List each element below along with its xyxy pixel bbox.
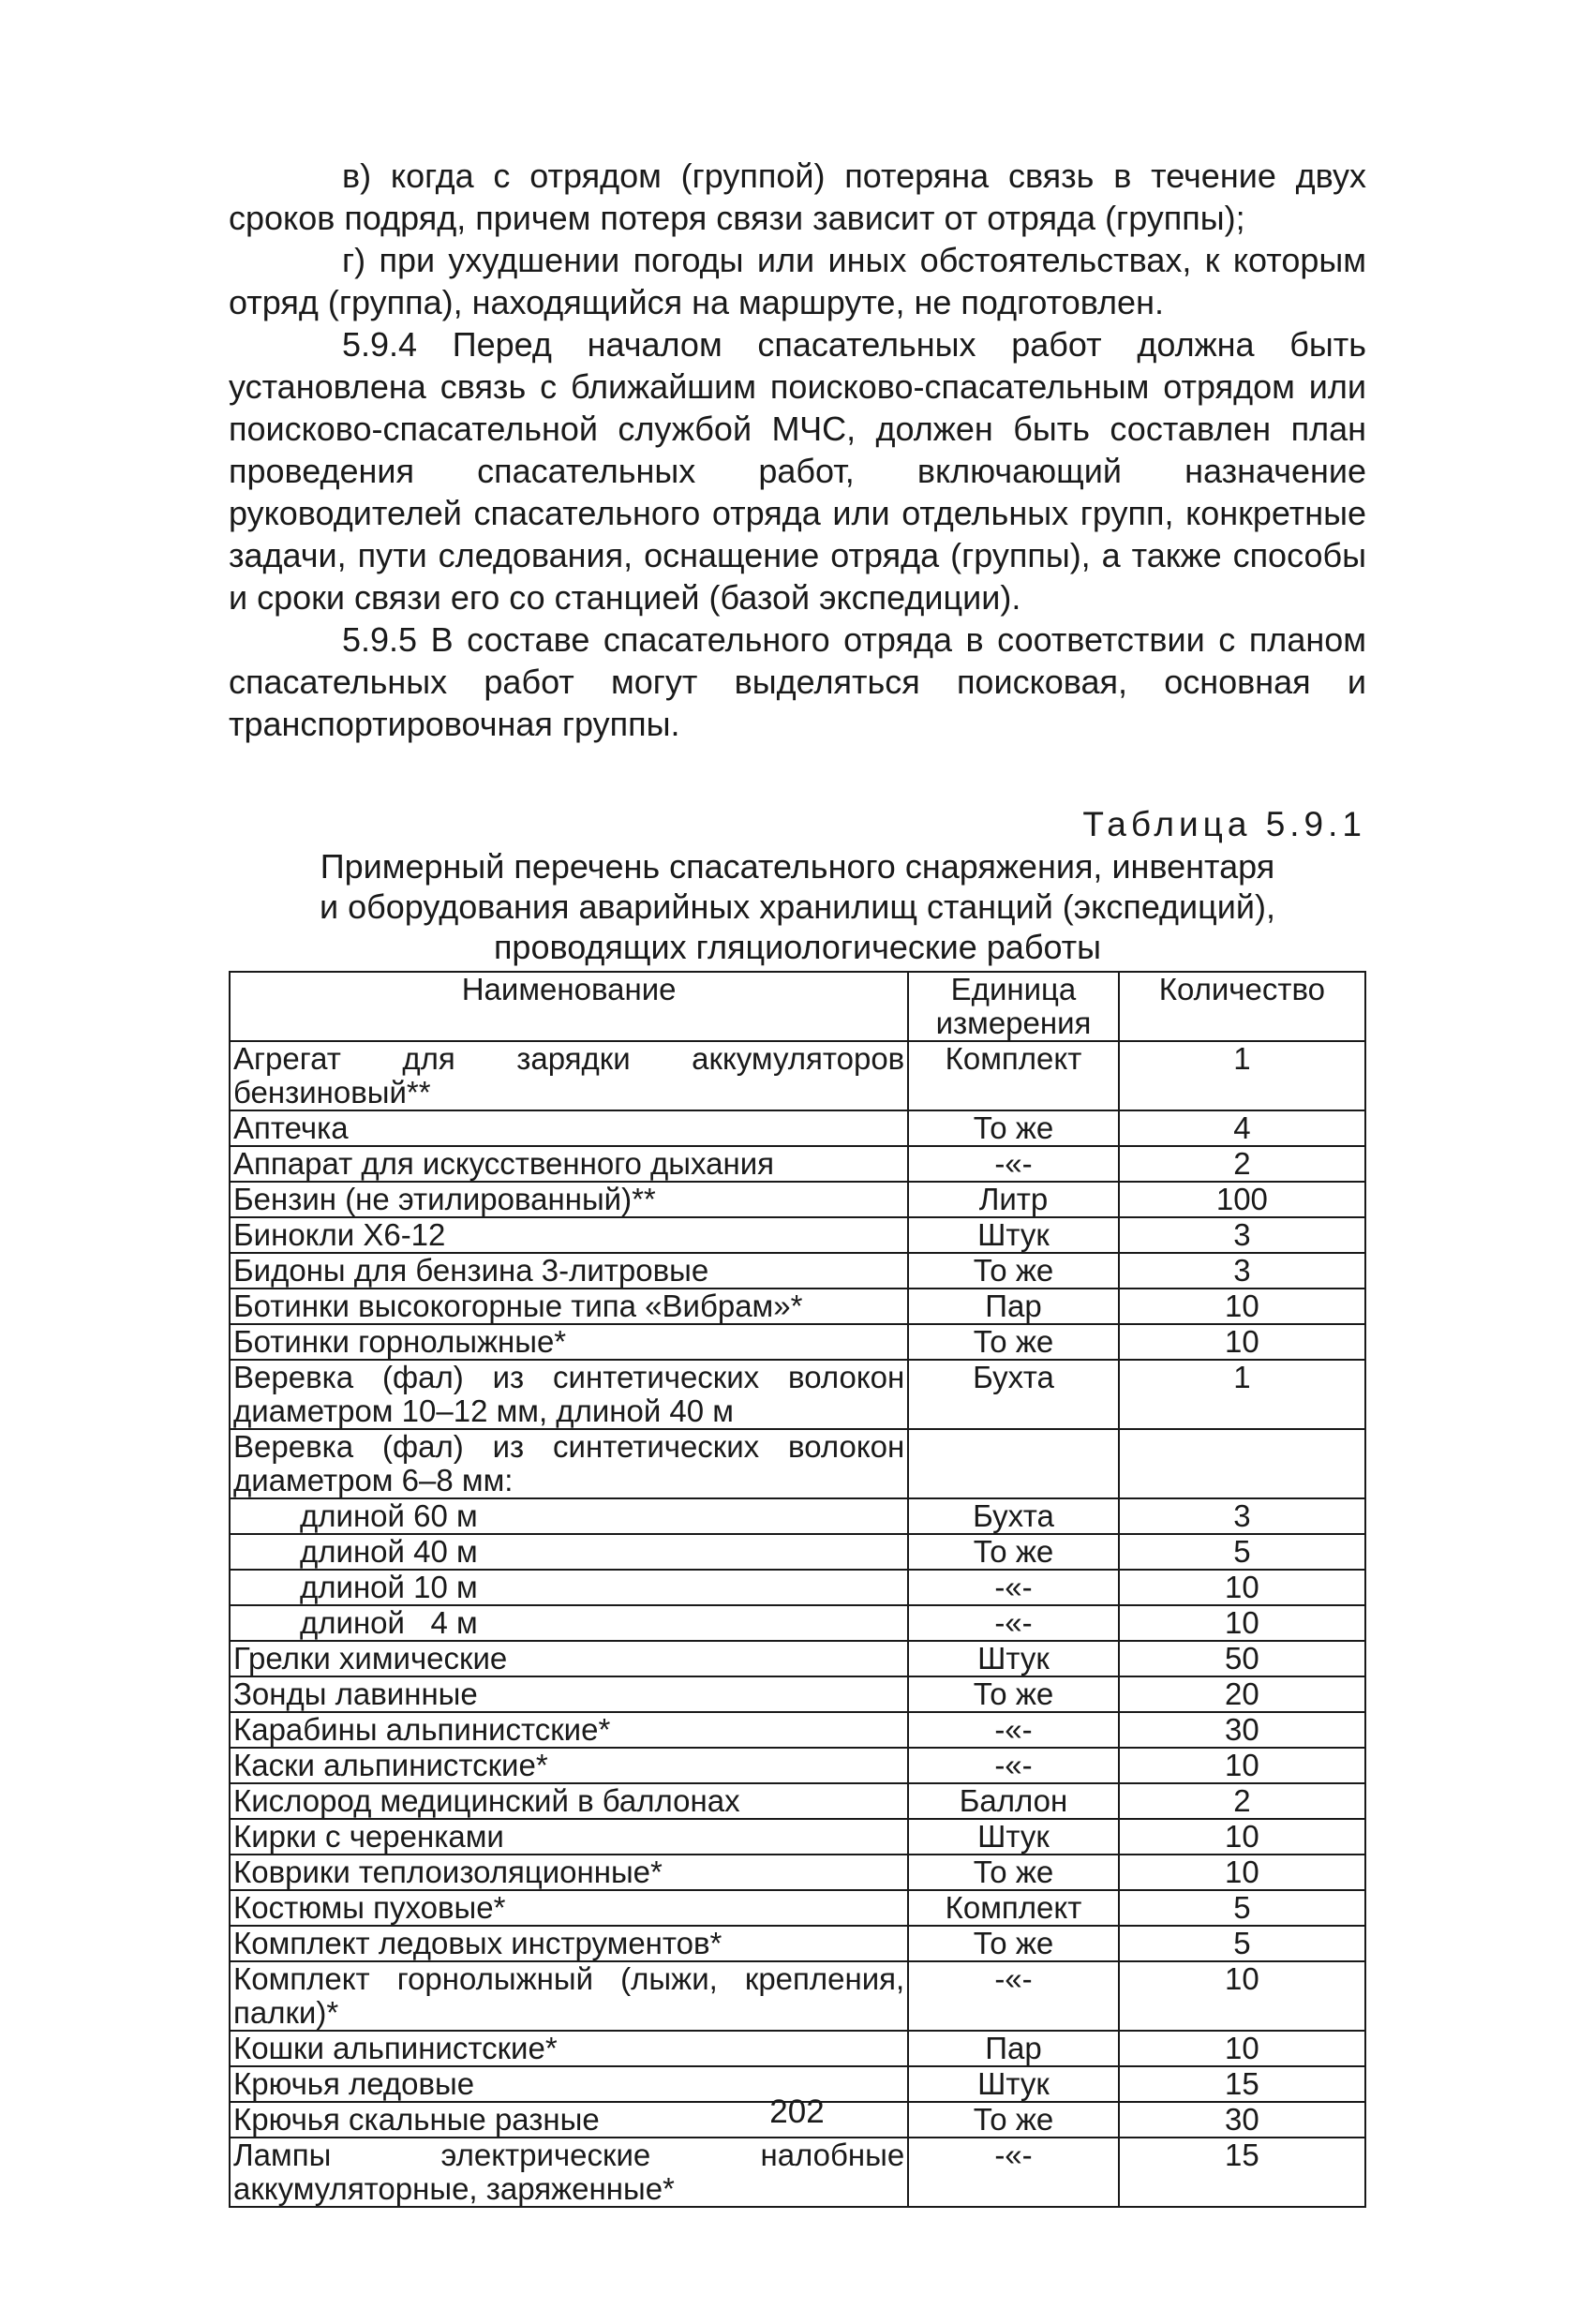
cell-name: Ботинки горнолыжные* [230, 1324, 908, 1360]
header-quantity: Количество [1119, 972, 1365, 1041]
cell-unit: То же [908, 1676, 1119, 1712]
table-row [230, 1641, 1365, 1676]
table-row [230, 1890, 1365, 1926]
cell-name: Аптечка [230, 1110, 908, 1146]
cell-name: Бидоны для бензина 3-литровые [230, 1253, 908, 1289]
table-row [230, 1712, 1365, 1748]
cell-name: Крючья скальные разные [230, 2102, 908, 2138]
cell-name: длиной 60 м [230, 1498, 908, 1534]
cell-name: Комплект горнолыжный (лыжи, крепления, палки)* [230, 1961, 908, 2031]
cell-quantity: 15 [1119, 2066, 1365, 2102]
table-row [230, 1534, 1365, 1570]
cell-unit: -«- [908, 1712, 1119, 1748]
table-row [230, 1926, 1365, 1961]
cell-unit: То же [908, 2102, 1119, 2138]
header-unit: Единица измерения [908, 972, 1119, 1041]
cell-unit: Баллон [908, 1783, 1119, 1819]
cell-name: Бензин (не этилированный)** [230, 1182, 908, 1217]
page-content [229, 155, 1366, 2208]
table-body [230, 1041, 1365, 2207]
cell-quantity [1119, 1429, 1365, 1498]
cell-quantity: 3 [1119, 1498, 1365, 1534]
table-title-line-1: Примерный перечень спасательного снаряжения, инвентаря [320, 847, 1275, 886]
cell-unit: То же [908, 1110, 1119, 1146]
cell-name: Кирки с черенками [230, 1819, 908, 1855]
cell-quantity: 3 [1119, 1253, 1365, 1289]
table-row [230, 1676, 1365, 1712]
cell-quantity: 100 [1119, 1182, 1365, 1217]
cell-unit: Штук [908, 1819, 1119, 1855]
table-row [230, 1498, 1365, 1534]
cell-name: Каски альпинистские* [230, 1748, 908, 1783]
table-row [230, 1289, 1365, 1324]
table-row [230, 2138, 1365, 2207]
cell-quantity: 5 [1119, 1890, 1365, 1926]
table-row [230, 1146, 1365, 1182]
cell-unit: То же [908, 1534, 1119, 1570]
cell-quantity: 2 [1119, 1146, 1365, 1182]
cell-quantity: 1 [1119, 1041, 1365, 1110]
cell-unit: -«- [908, 1748, 1119, 1783]
table-row [230, 1110, 1365, 1146]
cell-unit: Штук [908, 1217, 1119, 1253]
table-row [230, 1819, 1365, 1855]
table-row [230, 1217, 1365, 1253]
cell-unit: Бухта [908, 1498, 1119, 1534]
cell-name: Аппарат для искусственного дыхания [230, 1146, 908, 1182]
cell-name: Зонды лавинные [230, 1676, 908, 1712]
cell-unit: То же [908, 1926, 1119, 1961]
table-row [230, 2031, 1365, 2066]
cell-unit: -«- [908, 2138, 1119, 2207]
cell-unit: Комплект [908, 1890, 1119, 1926]
cell-unit: -«- [908, 1961, 1119, 2031]
cell-unit: Литр [908, 1182, 1119, 1217]
table-row [230, 1570, 1365, 1605]
cell-name: длиной 4 м [230, 1605, 908, 1641]
equipment-table [229, 971, 1366, 2208]
cell-name: Костюмы пуховые* [230, 1890, 908, 1926]
table-header-row [230, 972, 1365, 1041]
cell-name: Лампы электрические налобные аккумуляторные, заряженные* [230, 2138, 908, 2207]
cell-unit: Пар [908, 1289, 1119, 1324]
cell-unit: То же [908, 1324, 1119, 1360]
cell-quantity: 1 [1119, 1360, 1365, 1429]
cell-name: длиной 40 м [230, 1534, 908, 1570]
cell-unit: То же [908, 1855, 1119, 1890]
cell-name: Веревка (фал) из синтетических волокон диаметром 6–8 мм: [230, 1429, 908, 1498]
table-title-line-2: и оборудования аварийных хранилищ станций (экспедиций), [320, 887, 1275, 926]
cell-name: Коврики теплоизоляционные* [230, 1855, 908, 1890]
cell-quantity: 10 [1119, 1605, 1365, 1641]
cell-quantity: 2 [1119, 1783, 1365, 1819]
cell-quantity: 10 [1119, 2031, 1365, 2066]
cell-name: Крючья ледовые [230, 2066, 908, 2102]
cell-quantity: 15 [1119, 2138, 1365, 2207]
paragraph-5-9-5: 5.9.5 В составе спасательного отряда в соответствии с планом спасательных работ могут выделяться поисковая, основная и транспортировочная группы. [229, 620, 1366, 743]
cell-quantity: 10 [1119, 1570, 1365, 1605]
table-row [230, 1855, 1365, 1890]
cell-quantity: 10 [1119, 1748, 1365, 1783]
cell-name: Ботинки высокогорные типа «Вибрам»* [230, 1289, 908, 1324]
table-title-line-3: проводящих гляциологические работы [493, 928, 1102, 966]
cell-name: длиной 10 м [230, 1570, 908, 1605]
cell-unit [908, 1429, 1119, 1498]
cell-name: Бинокли Х6-12 [230, 1217, 908, 1253]
cell-unit: Бухта [908, 1360, 1119, 1429]
cell-quantity: 10 [1119, 1855, 1365, 1890]
cell-unit: -«- [908, 1146, 1119, 1182]
table-row [230, 1041, 1365, 1110]
cell-quantity: 10 [1119, 1289, 1365, 1324]
cell-quantity: 50 [1119, 1641, 1365, 1676]
cell-quantity: 10 [1119, 1324, 1365, 1360]
table-row [230, 1748, 1365, 1783]
table-row [230, 1253, 1365, 1289]
cell-name: Веревка (фал) из синтетических волокон диаметром 10–12 мм, длиной 40 м [230, 1360, 908, 1429]
cell-name: Грелки химические [230, 1641, 908, 1676]
table-row [230, 1961, 1365, 2031]
table-row [230, 1605, 1365, 1641]
paragraph-v: в) когда с отрядом (группой) потеряна связь в течение двух сроков подряд, причем потеря связи зависит от отряда (группы); [229, 156, 1366, 237]
cell-name: Карабины альпинистские* [230, 1712, 908, 1748]
table-row [230, 1182, 1365, 1217]
header-name: Наименование [230, 972, 908, 1041]
paragraph-g: г) при ухудшении погоды или иных обстоятельствах, к которым отряд (группа), находящийся на маршруте, не подготовлен. [229, 241, 1366, 321]
cell-unit: -«- [908, 1570, 1119, 1605]
cell-quantity: 10 [1119, 1961, 1365, 2031]
cell-name: Кошки альпинистские* [230, 2031, 908, 2066]
cell-quantity: 3 [1119, 1217, 1365, 1253]
page-number: 202 [769, 2093, 825, 2130]
cell-unit: Штук [908, 1641, 1119, 1676]
cell-quantity: 5 [1119, 1926, 1365, 1961]
cell-unit: Штук [908, 2066, 1119, 2102]
table-row [230, 1429, 1365, 1498]
cell-quantity: 10 [1119, 1819, 1365, 1855]
cell-unit: То же [908, 1253, 1119, 1289]
table-row [230, 1324, 1365, 1360]
table-row [230, 1360, 1365, 1429]
cell-quantity: 30 [1119, 1712, 1365, 1748]
cell-quantity: 20 [1119, 1676, 1365, 1712]
cell-name: Комплект ледовых инструментов* [230, 1926, 908, 1961]
table-row [230, 1783, 1365, 1819]
cell-quantity: 30 [1119, 2102, 1365, 2138]
cell-quantity: 5 [1119, 1534, 1365, 1570]
cell-name: Агрегат для зарядки аккумуляторов бензиновый** [230, 1041, 908, 1110]
cell-quantity: 4 [1119, 1110, 1365, 1146]
cell-name: Кислород медицинский в баллонах [230, 1783, 908, 1819]
table-number: Таблица 5.9.1 [1082, 805, 1366, 843]
paragraph-5-9-4: 5.9.4 Перед началом спасательных работ должна быть установлена связь с ближайшим поисково-спасательным отрядом или поисково-спасательной службой МЧС, должен быть составлен план проведения спасательных работ, включающий назначение руководителей спасательного отряда или отдельных групп, конкретные задачи, пути следования, оснащение отряда (группы), а также способы и сроки связи его со станцией (базой экспедиции). [229, 325, 1366, 617]
cell-unit: -«- [908, 1605, 1119, 1641]
cell-unit: Комплект [908, 1041, 1119, 1110]
cell-unit: Пар [908, 2031, 1119, 2066]
